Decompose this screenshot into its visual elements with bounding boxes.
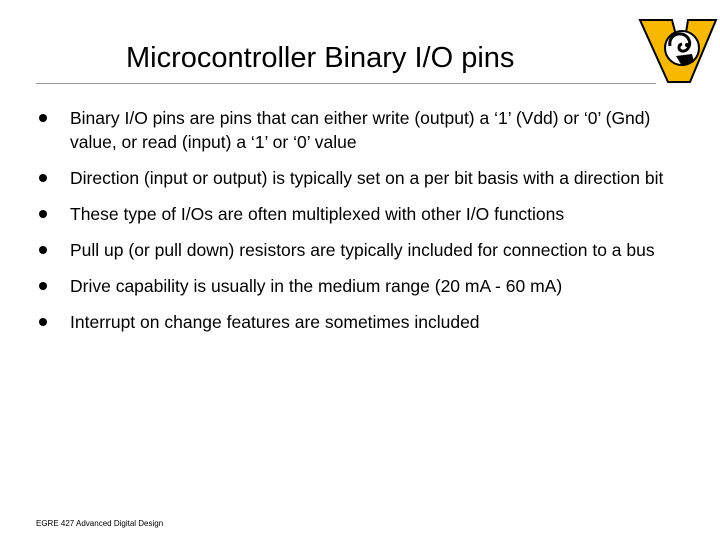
bullet-list	[36, 106, 676, 346]
bullet-dot-icon	[39, 282, 47, 290]
bullet-dot-icon	[39, 246, 47, 254]
bullet-item	[36, 202, 676, 226]
bullet-text: Drive capability is usually in the medium range (20 mA - 60 mA)	[70, 276, 563, 296]
vcu-ram-logo-icon	[638, 18, 718, 84]
bullet-item	[36, 106, 676, 154]
bullet-dot-icon	[39, 174, 47, 182]
bullet-text: Binary I/O pins are pins that can either write (output) a ‘1’ (Vdd) or ‘0’ (Gnd) value, or read (input) a ‘1’ or ‘0’ value	[70, 108, 651, 152]
bullet-dot-icon	[39, 114, 47, 122]
bullet-dot-icon	[39, 318, 47, 326]
bullet-item	[36, 238, 676, 262]
bullet-item	[36, 310, 676, 334]
bullet-item	[36, 274, 676, 298]
bullet-text: Interrupt on change features are sometimes included	[70, 312, 480, 332]
bullet-text: Pull up (or pull down) resistors are typically included for connection to a bus	[70, 240, 655, 260]
bullet-dot-icon	[39, 210, 47, 218]
bullet-text: These type of I/Os are often multiplexed with other I/O functions	[70, 204, 565, 224]
bullet-text: Direction (input or output) is typically set on a per bit basis with a direction bit	[70, 168, 664, 188]
title-divider	[36, 83, 656, 84]
slide-footer: EGRE 427 Advanced Digital Design	[36, 519, 164, 528]
slide-title: Microcontroller Binary I/O pins	[126, 42, 515, 74]
bullet-item	[36, 166, 676, 190]
